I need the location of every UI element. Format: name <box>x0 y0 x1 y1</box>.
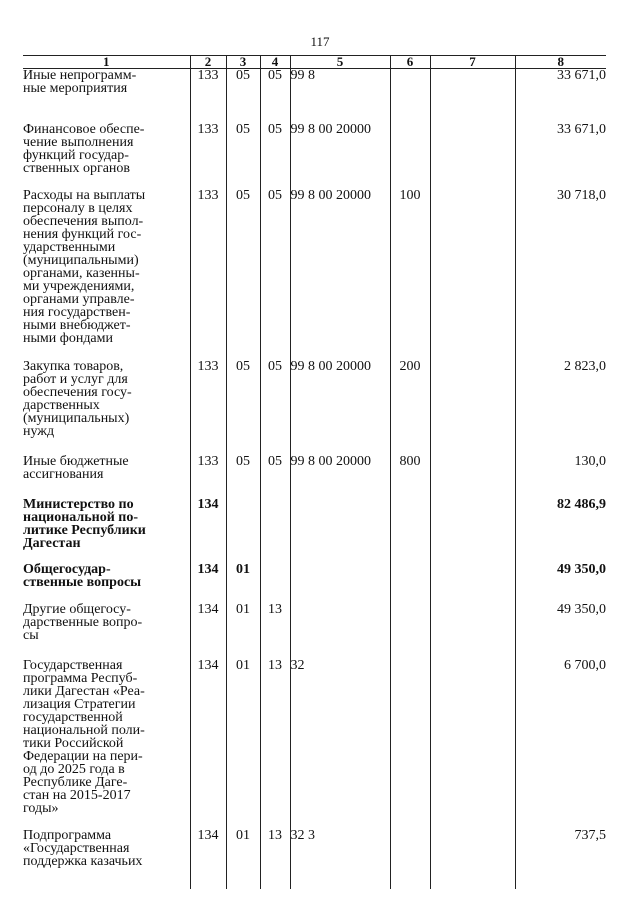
row-type-cell: 800 <box>390 455 430 498</box>
row-target-cell <box>290 498 390 563</box>
page-number: 117 <box>310 34 330 49</box>
col-header-col7: 7 <box>430 56 515 69</box>
row-col7-cell <box>430 603 515 659</box>
row-section-cell: 05 <box>226 455 260 498</box>
table-row <box>23 360 606 455</box>
row-ministry-cell: 133 <box>190 123 226 189</box>
table-row <box>23 498 606 563</box>
row-amount-cell: 33 671,0 <box>515 123 606 189</box>
row-ministry-cell: 133 <box>190 189 226 360</box>
col-header-amount: 8 <box>515 56 606 69</box>
table-row <box>23 189 606 360</box>
row-section-cell: 05 <box>226 69 260 123</box>
col-header-target: 5 <box>290 56 390 69</box>
row-section-cell <box>226 498 260 563</box>
col-header-subsection: 4 <box>260 56 290 69</box>
row-target-cell: 32 3 <box>290 829 390 889</box>
row-name-cell: Общегосудар- ственные вопросы <box>23 563 190 603</box>
row-type-cell <box>390 829 430 889</box>
row-section-cell: 01 <box>226 659 260 829</box>
row-target-cell: 99 8 00 20000 <box>290 123 390 189</box>
row-name-cell: Финансовое обеспе- чение выполнения функций государ- ственных органов <box>23 123 190 189</box>
table-row <box>23 829 606 889</box>
row-name-cell: Закупка товаров, работ и услуг для обеспечения госу- дарственных (муниципальных) нужд <box>23 360 190 455</box>
row-ministry-cell: 134 <box>190 498 226 563</box>
table-row <box>23 69 606 123</box>
table-row <box>23 603 606 659</box>
table-body <box>23 69 606 889</box>
row-amount-cell: 49 350,0 <box>515 603 606 659</box>
row-subsection-cell: 05 <box>260 123 290 189</box>
row-amount-cell: 130,0 <box>515 455 606 498</box>
row-col7-cell <box>430 829 515 889</box>
row-col7-cell <box>430 189 515 360</box>
row-name-cell: Иные непрограмм- ные мероприятия <box>23 69 190 123</box>
row-col7-cell <box>430 360 515 455</box>
row-col7-cell <box>430 69 515 123</box>
row-target-cell <box>290 563 390 603</box>
row-ministry-cell: 133 <box>190 455 226 498</box>
row-target-cell <box>290 603 390 659</box>
row-amount-cell: 82 486,9 <box>515 498 606 563</box>
row-type-cell <box>390 659 430 829</box>
row-ministry-cell: 133 <box>190 360 226 455</box>
row-col7-cell <box>430 659 515 829</box>
table-row <box>23 659 606 829</box>
col-header-ministry: 2 <box>190 56 226 69</box>
row-section-cell: 05 <box>226 189 260 360</box>
row-type-cell: 100 <box>390 189 430 360</box>
col-header-type: 6 <box>390 56 430 69</box>
col-header-section: 3 <box>226 56 260 69</box>
row-type-cell <box>390 603 430 659</box>
row-col7-cell <box>430 563 515 603</box>
row-amount-cell: 2 823,0 <box>515 360 606 455</box>
row-ministry-cell: 134 <box>190 659 226 829</box>
row-name-cell: Иные бюджетные ассигнования <box>23 455 190 498</box>
row-ministry-cell: 134 <box>190 829 226 889</box>
row-name-cell: Расходы на выплаты персоналу в целях обеспечения выпол- нения функций гос- ударственными (муниципальными) органами, казенны- ми учреждениями, органами управле- ния государствен- ными внебюджет- ными фондами <box>23 189 190 360</box>
row-name-cell: Другие общегосу- дарственные вопро- сы <box>23 603 190 659</box>
row-amount-cell: 49 350,0 <box>515 563 606 603</box>
table-row <box>23 123 606 189</box>
budget-table <box>23 55 606 889</box>
row-subsection-cell <box>260 498 290 563</box>
row-target-cell: 32 <box>290 659 390 829</box>
row-col7-cell <box>430 455 515 498</box>
row-target-cell: 99 8 00 20000 <box>290 189 390 360</box>
row-subsection-cell: 05 <box>260 69 290 123</box>
row-amount-cell: 6 700,0 <box>515 659 606 829</box>
table-header-row <box>23 56 606 69</box>
row-type-cell <box>390 498 430 563</box>
row-amount-cell: 737,5 <box>515 829 606 889</box>
row-subsection-cell <box>260 563 290 603</box>
row-subsection-cell: 05 <box>260 455 290 498</box>
row-col7-cell <box>430 498 515 563</box>
row-section-cell: 05 <box>226 360 260 455</box>
row-type-cell: 200 <box>390 360 430 455</box>
row-target-cell: 99 8 00 20000 <box>290 360 390 455</box>
row-ministry-cell: 134 <box>190 603 226 659</box>
row-name-cell: Министерство по национальной по- литике Республики Дагестан <box>23 498 190 563</box>
row-type-cell <box>390 563 430 603</box>
col-header-name: 1 <box>23 56 190 69</box>
row-type-cell <box>390 69 430 123</box>
row-subsection-cell: 13 <box>260 659 290 829</box>
row-amount-cell: 33 671,0 <box>515 69 606 123</box>
row-section-cell: 05 <box>226 123 260 189</box>
row-target-cell: 99 8 <box>290 69 390 123</box>
row-subsection-cell: 05 <box>260 189 290 360</box>
row-type-cell <box>390 123 430 189</box>
row-section-cell: 01 <box>226 829 260 889</box>
row-subsection-cell: 05 <box>260 360 290 455</box>
row-subsection-cell: 13 <box>260 603 290 659</box>
row-name-cell: Государственная программа Респуб- лики Дагестан «Реа- лизация Стратегии государственной национальной поли- тики Российской Федерации на пери- од до 2025 года в Республике Даге- стан на 2015-2017 годы» <box>23 659 190 829</box>
row-section-cell: 01 <box>226 563 260 603</box>
table-row <box>23 455 606 498</box>
row-amount-cell: 30 718,0 <box>515 189 606 360</box>
row-target-cell: 99 8 00 20000 <box>290 455 390 498</box>
row-ministry-cell: 133 <box>190 69 226 123</box>
row-name-cell: Подпрограмма «Государственная поддержка казачьих <box>23 829 190 889</box>
row-subsection-cell: 13 <box>260 829 290 889</box>
table-row <box>23 563 606 603</box>
row-ministry-cell: 134 <box>190 563 226 603</box>
row-col7-cell <box>430 123 515 189</box>
row-section-cell: 01 <box>226 603 260 659</box>
